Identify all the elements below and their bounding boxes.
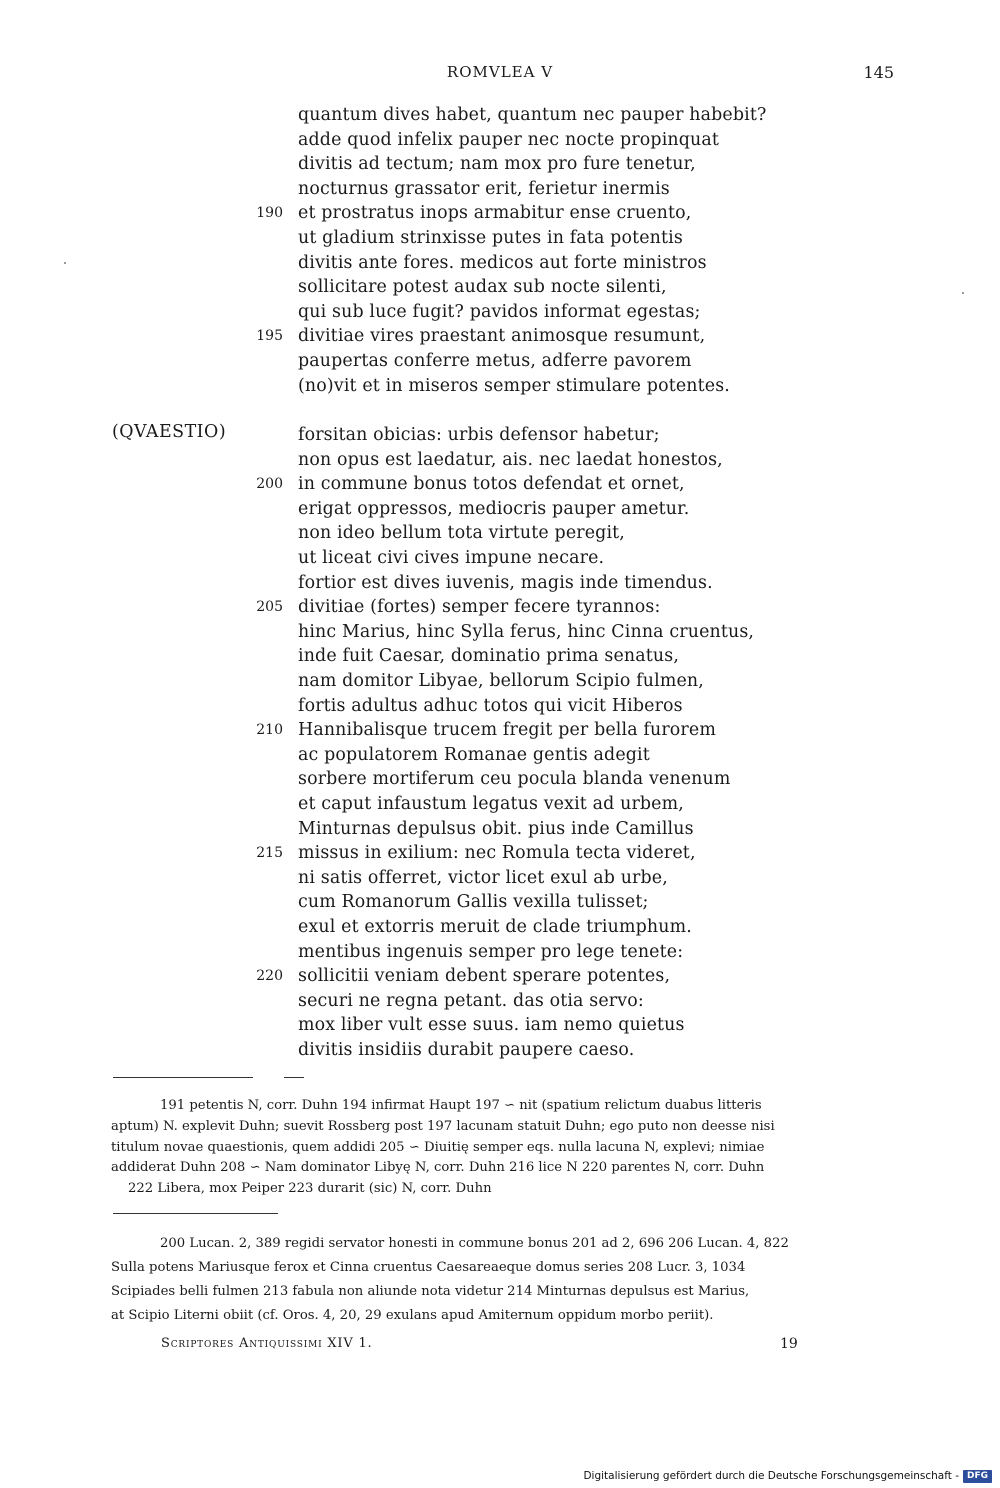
apparatus-rule-tail	[284, 1077, 304, 1078]
verse-line: ut gladium strinxisse putes in fata potentis	[298, 228, 683, 248]
verse-line: sorbere mortiferum ceu pocula blanda venenum	[298, 769, 731, 790]
page-number: 145	[863, 63, 894, 82]
line-number: 220	[256, 968, 283, 985]
verse-line: nocturnus grassator erit, ferietur inermis	[298, 178, 670, 199]
apparatus-rule	[113, 1077, 253, 1078]
verse-line: ni satis offerret, victor licet exul ab urbe,	[298, 867, 668, 888]
line-number: 200	[256, 476, 283, 493]
sources-apparatus	[111, 1232, 899, 1328]
line-number: 205	[256, 599, 283, 616]
verse-line: erigat oppressos, mediocris pauper ametur.	[298, 498, 690, 519]
verse-line: (no)vit et in miseros semper stimulare potentes.	[298, 375, 730, 396]
verse-line: ut liceat civi cives impune necare.	[298, 548, 605, 568]
verse-line: Minturnas depulsus obit. pius inde Camillus	[298, 818, 694, 839]
verse-line: non ideo bellum tota virtute peregit,	[298, 523, 625, 544]
verse-line: divitis ante fores. medicos aut forte ministros	[298, 252, 707, 273]
verse-line: adde quod infelix pauper nec nocte propinquat	[298, 129, 720, 150]
verse-line: in commune bonus totos defendat et ornet,	[298, 474, 685, 495]
verse-line: forsitan obicias: urbis defensor habetur;	[298, 425, 660, 445]
source-line: 200 Lucan. 2, 389 regidi servator honesti in commune bonus 201 ad 2, 696 206 Lucan. 4, 822	[160, 1236, 789, 1251]
line-number: 210	[256, 722, 283, 739]
verse-line: hinc Marius, hinc Sylla ferus, hinc Cinna cruentus,	[298, 621, 755, 642]
scan-speck	[962, 292, 964, 294]
verse-line: divitiae (fortes) semper fecere tyrannos:	[298, 597, 661, 618]
critical-apparatus	[111, 1096, 899, 1200]
verse-line: sollicitare potest audax sub nocte silenti,	[298, 277, 667, 298]
verse-line: cum Romanorum Gallis vexilla tulisset;	[298, 892, 649, 913]
source-line: Scipiades belli fulmen 213 fabula non aliunde nota videtur 214 Minturnas depulsus est Marius,	[111, 1284, 750, 1299]
verse-line: et prostratus inops armabitur ense cruento,	[298, 203, 692, 224]
sources-rule	[113, 1213, 278, 1214]
verse-line: et caput infaustum legatus vexit ad urbem,	[298, 794, 684, 814]
verse-line: inde fuit Caesar, dominatio prima senatus,	[298, 646, 680, 667]
running-title: ROMVLEA V	[446, 63, 554, 81]
apparatus-line: aptum) N. explevit Duhn; suevit Rossberg post 197 lacunam statuit Duhn; ego puto non deesse nisi	[111, 1118, 775, 1134]
line-number: 190	[256, 205, 283, 222]
scan-speck	[64, 262, 66, 264]
verse-line: missus in exilium: nec Romula tecta videret,	[298, 843, 696, 864]
verse-line: exul et extorris meruit de clade triumphum.	[298, 917, 692, 937]
verse-line: mox liber vult esse suus. iam nemo quietus	[298, 1015, 685, 1036]
verse-line: Hannibalisque trucem fregit per bella furorem	[298, 720, 716, 741]
verse-line: fortior est dives iuvenis, magis inde timendus.	[298, 572, 713, 593]
sheet-signature: Scriptores Antiquissimi XIV 1.	[161, 1336, 373, 1351]
apparatus-line: addiderat Duhn 208 ∽ Nam dominator Libyę N, corr. Duhn 216 lice N 220 parentes N, corr. Duhn	[111, 1160, 765, 1176]
apparatus-line: 191 petentis N, corr. Duhn 194 infirmat Haupt 197 ∽ nit (spatium relictum duabus litteris	[160, 1098, 762, 1113]
verse-line: ac populatorem Romanae gentis adegit	[298, 744, 650, 765]
verse-line: sollicitii veniam debent sperare potentes,	[298, 966, 671, 987]
verse-line: divitis ad tectum; nam mox pro fure tenetur,	[298, 154, 696, 175]
line-number: 215	[256, 845, 283, 862]
digitization-credit	[583, 1469, 992, 1483]
section-label: (QVAESTIO)	[112, 422, 227, 442]
verse-line: divitiae vires praestant animosque resumunt,	[298, 326, 706, 347]
verse-line: qui sub luce fugit? pavidos informat egestas;	[298, 301, 701, 322]
verse-line: divitis insidiis durabit paupere caeso.	[298, 1040, 635, 1060]
running-head	[0, 63, 1000, 85]
verse-line: securi ne regna petant. das otia servo:	[298, 990, 644, 1011]
verse-line: quantum dives habet, quantum nec pauper habebit?	[298, 105, 767, 125]
verse-line: paupertas conferre metus, adferre pavorem	[298, 351, 692, 371]
source-line: at Scipio Literni obiit (cf. Oros. 4, 20, 29 exulans apud Amiternum oppidum morbo periit).	[111, 1308, 714, 1323]
sheet-number: 19	[780, 1336, 798, 1352]
credit-text: Digitalisierung gefördert durch die Deutsche Forschungsgemeinschaft -	[583, 1470, 959, 1482]
dfg-logo: DFG	[963, 1470, 992, 1483]
apparatus-line: titulum novae quaestionis, quem addidi 205 ∽ Diuitię semper eqs. nulla lacuna N, explevi; nimiae	[111, 1139, 765, 1155]
verse-line: fortis adultus adhuc totos qui vicit Hiberos	[298, 695, 683, 716]
verse-line: nam domitor Libyae, bellorum Scipio fulmen,	[298, 671, 704, 691]
apparatus-line: 222 Libera, mox Peiper 223 durarit (sic) N, corr. Duhn	[128, 1181, 492, 1197]
verse-line: non opus est laedatur, ais. nec laedat honestos,	[298, 449, 723, 470]
verse-line: mentibus ingenuis semper pro lege tenete:	[298, 941, 684, 962]
source-line: Sulla potens Mariusque ferox et Cinna cruentus Caesareaeque domus series 208 Lucr. 3, 1034	[111, 1260, 746, 1275]
line-number: 195	[256, 328, 283, 345]
